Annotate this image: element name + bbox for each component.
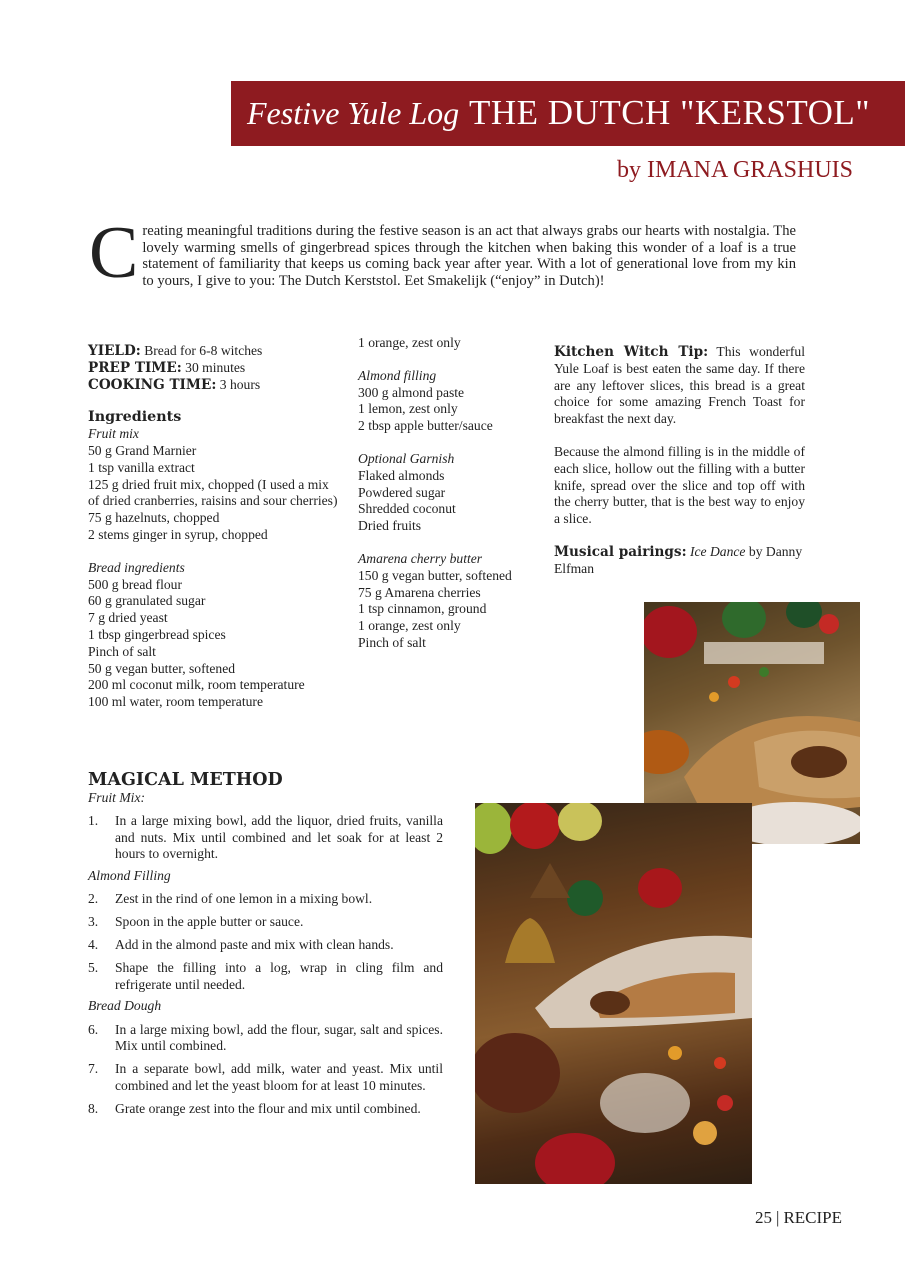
bread-ingredients-title: Bread ingredients [88, 559, 185, 575]
step-item [88, 891, 443, 908]
step-item [88, 1061, 443, 1094]
tips-column [554, 344, 805, 578]
musical-pairings [554, 544, 805, 578]
list-item: 2 stems ginger in syrup, chopped [88, 526, 268, 542]
list-item: 1 orange, zest only [358, 618, 461, 634]
music-label: Musical pairings: [554, 543, 687, 560]
list-item: 75 g hazelnuts, chopped [88, 510, 220, 526]
intro-text: reating meaningful traditions during the festive season is an act that always grabs our hearts with nostalgia. The lovely warming smells of gingerbread spices through the kitchen when baking this wonder of a loaf is a true statement of familiarity that keeps us coming back year after year. With a lot of generational love from my kin to yours, I give to you: The Dutch Kerststol. Eet Smakelijk (“enjoy” in Dutch)! [142, 223, 796, 290]
step-text: In a separate bowl, add milk, water and yeast. Mix until combined and let the yeast bloom for at least 10 minutes. [115, 1061, 443, 1093]
list-item: 75 g Amarena cherries [358, 584, 481, 600]
list-item: 1 tsp cinnamon, ground [358, 601, 487, 617]
prep-label: PREP TIME: [88, 359, 182, 376]
list-item: 100 ml water, room temperature [88, 694, 263, 710]
step-text: In a large mixing bowl, add the flour, sugar, salt and spices. Mix until combined. [115, 1021, 443, 1054]
list-item: Powdered sugar [358, 484, 446, 500]
photo-illustration-2 [475, 803, 752, 1184]
step-text: Zest in the rind of one lemon in a mixing bowl. [115, 890, 373, 906]
cook-value: 3 hours [219, 376, 261, 392]
list-item: 50 g vegan butter, softened [88, 660, 236, 676]
kerstol-table-photo [475, 803, 752, 1184]
title-banner [231, 81, 905, 146]
intro-paragraph [89, 212, 796, 294]
tip-label: Kitchen Witch Tip: [554, 344, 709, 360]
almond-filling-step-title: Almond Filling [88, 867, 171, 883]
list-item: 1 tbsp gingerbread spices [88, 626, 226, 642]
list-item: 500 g bread flour [88, 576, 182, 592]
cook-label: COOKING TIME: [88, 376, 217, 393]
ingredients-heading: Ingredients [88, 409, 182, 426]
ingredients-column-2 [358, 335, 538, 652]
list-item: 1 lemon, zest only [358, 401, 458, 417]
kitchen-witch-tip [554, 344, 805, 428]
cook-line [88, 377, 343, 394]
step-item [88, 1101, 443, 1118]
step-number: 6. [88, 1021, 99, 1037]
step-item [88, 1022, 443, 1055]
fruit-mix-step-title: Fruit Mix: [88, 790, 146, 805]
list-item: 7 g dried yeast [88, 610, 168, 626]
method-steps-1 [88, 813, 443, 863]
drop-cap: C [89, 212, 139, 294]
step-text: Add in the almond paste and mix with clean hands. [115, 937, 394, 953]
author-name: IMANA GRASHUIS [646, 157, 853, 183]
method-section [88, 770, 443, 1118]
list-item: 1 tsp vanilla extract [88, 459, 195, 475]
step-text: Spoon in the apple butter or sauce. [115, 914, 304, 930]
byline-prefix: by [616, 157, 641, 183]
method-heading: MAGICAL METHOD [88, 770, 283, 790]
byline [617, 157, 853, 184]
list-item: 150 g vegan butter, softened [358, 567, 512, 583]
list-item: 60 g granulated sugar [88, 593, 206, 609]
list-item: Pinch of salt [88, 643, 156, 659]
step-number: 1. [88, 813, 99, 829]
list-item: Pinch of salt [358, 634, 426, 650]
method-steps-3 [88, 1022, 443, 1118]
step-text: In a large mixing bowl, add the liquor, dried fruits, vanilla and nuts. Mix until combined and let soak for at least 2 hours to overnight. [115, 813, 443, 862]
method-steps-2 [88, 891, 443, 993]
yield-line [88, 343, 343, 360]
prep-line [88, 360, 343, 377]
cherry-butter-title: Amarena cherry butter [358, 550, 483, 566]
step-item [88, 960, 443, 993]
yield-label: YIELD: [88, 343, 141, 359]
ingredients-column-1 [88, 343, 343, 711]
list-item: Flaked almonds [358, 467, 445, 483]
tip-paragraph-2: Because the almond filling is in the middle of each slice, hollow out the filling with a butter knife, spread over the slice and top off with the cherry butter, that is the best way to enjoy a slice. [554, 443, 805, 527]
yield-value: Bread for 6-8 witches [144, 343, 263, 358]
title-script: Festive Yule Log [247, 95, 460, 131]
list-item: 200 ml coconut milk, room temperature [88, 677, 305, 693]
step-number: 7. [88, 1061, 99, 1077]
list-item: 50 g Grand Marnier [88, 442, 197, 458]
bread-dough-step-title: Bread Dough [88, 998, 162, 1014]
step-item [88, 914, 443, 931]
prep-value: 30 minutes [185, 359, 246, 375]
tip-text: This wonderful Yule Loaf is best eaten the same day. If there are any leftover slices, this bread is a great choice for some amazing French Toast for breakfast the next day. [554, 344, 805, 427]
step-text: Shape the filling into a log, wrap in cling film and refrigerate until needed. [115, 960, 443, 992]
fruit-mix-title: Fruit mix [88, 426, 139, 442]
title-caps: THE DUTCH "KERSTOL" [469, 93, 871, 132]
list-item: 300 g almond paste [358, 384, 465, 400]
section-name: RECIPE [783, 1208, 842, 1227]
list-item: 2 tbsp apple butter/sauce [358, 418, 493, 434]
step-text: Grate orange zest into the flour and mix until combined. [115, 1100, 421, 1116]
list-item: Dried fruits [358, 518, 422, 534]
step-number: 8. [88, 1100, 99, 1116]
step-number: 3. [88, 914, 99, 930]
page-footer: 25 | RECIPE [755, 1208, 842, 1227]
garnish-title: Optional Garnish [358, 450, 455, 466]
list-item: 125 g dried fruit mix, chopped (I used a mix of dried cranberries, raisins and sour cherries) [88, 476, 338, 509]
music-title: Ice Dance [690, 543, 746, 559]
step-item [88, 813, 443, 863]
step-number: 4. [88, 937, 99, 953]
step-number: 5. [88, 960, 99, 976]
music-by: by Danny Elfman [554, 543, 803, 576]
almond-filling-title: Almond filling [358, 367, 437, 383]
step-item [88, 937, 443, 954]
step-number: 2. [88, 890, 99, 906]
page-number: 25 [755, 1208, 773, 1227]
list-item: Shredded coconut [358, 501, 456, 517]
list-item: 1 orange, zest only [358, 335, 461, 350]
